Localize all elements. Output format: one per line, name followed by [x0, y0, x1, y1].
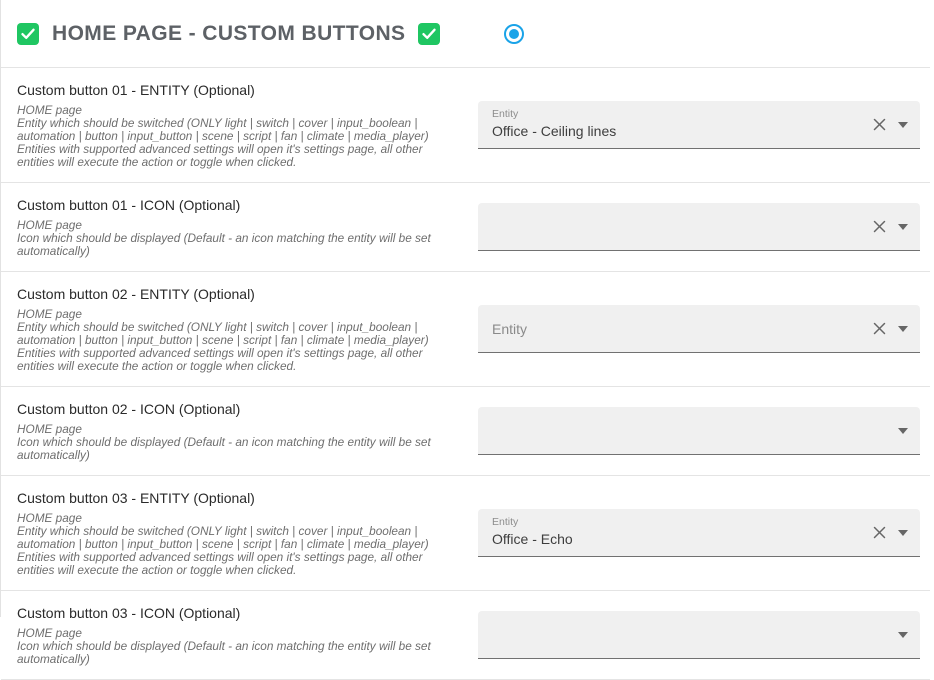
description-line: HOME page	[17, 422, 82, 436]
section-custom-button-03-entity	[1, 476, 930, 591]
description-line: Icon which should be displayed (Default - an icon matching the entity will be set automatically)	[17, 639, 431, 666]
section-info	[1, 591, 478, 679]
section-info	[1, 183, 478, 271]
page-title: HOME PAGE - CUSTOM BUTTONS	[52, 21, 406, 45]
section-custom-button-01-entity	[1, 68, 930, 183]
chevron-down-icon[interactable]	[898, 530, 908, 536]
description-line: HOME page	[17, 307, 82, 321]
description-line: Entity which should be switched (ONLY light | switch | cover | input_boolean | automation | button | input_button | scene | script | fan | climate | media_player)	[17, 320, 429, 347]
section-info	[1, 272, 478, 386]
entity-select-button-03[interactable]	[478, 509, 920, 557]
section-title: Custom button 03 - ENTITY (Optional)	[17, 490, 255, 506]
field-floating-label: Entity	[492, 516, 519, 528]
page-header	[1, 0, 930, 68]
section-field-column	[478, 101, 920, 149]
chevron-down-icon[interactable]	[898, 326, 908, 332]
field-floating-label: Entity	[492, 108, 519, 120]
section-title: Custom button 02 - ENTITY (Optional)	[17, 286, 255, 302]
section-info	[1, 387, 478, 475]
section-description	[17, 627, 460, 666]
icon-select-button-01[interactable]	[478, 203, 920, 251]
checkmark-icon	[422, 28, 436, 40]
field-icons	[871, 116, 908, 133]
chevron-down-icon[interactable]	[898, 428, 908, 434]
checkmark-icon	[21, 28, 35, 40]
clear-icon[interactable]	[871, 320, 888, 337]
clear-icon[interactable]	[871, 218, 888, 235]
description-line: Entities with supported advanced settings will open it's settings page, all other entities will execute the action or toggle when clicked.	[17, 346, 423, 373]
description-line: Icon which should be displayed (Default - an icon matching the entity will be set automatically)	[17, 435, 431, 462]
field-value: Office - Echo	[492, 531, 573, 547]
header-checkbox-left[interactable]	[17, 23, 39, 45]
description-line: Entity which should be switched (ONLY light | switch | cover | input_boolean | automation | button | input_button | scene | script | fan | climate | media_player)	[17, 524, 429, 551]
section-custom-button-03-icon	[1, 591, 930, 680]
section-custom-button-02-entity	[1, 272, 930, 387]
entity-select-button-02[interactable]	[478, 305, 920, 353]
section-field-column	[478, 305, 920, 353]
section-description	[17, 512, 460, 577]
description-line: HOME page	[17, 218, 82, 232]
section-description	[17, 219, 460, 258]
section-title: Custom button 01 - ICON (Optional)	[17, 197, 241, 213]
description-line: Entities with supported advanced settings will open it's settings page, all other entities will execute the action or toggle when clicked.	[17, 550, 423, 577]
chevron-down-icon[interactable]	[898, 632, 908, 638]
section-field-column	[478, 203, 920, 251]
section-custom-button-02-icon	[1, 387, 930, 476]
section-info	[1, 68, 478, 182]
clear-icon[interactable]	[871, 116, 888, 133]
field-value: Office - Ceiling lines	[492, 123, 617, 139]
icon-select-button-02[interactable]	[478, 407, 920, 455]
field-icons	[871, 320, 908, 337]
section-description	[17, 308, 460, 373]
field-icons	[871, 218, 908, 235]
header-radio-button[interactable]	[504, 24, 524, 44]
description-line: Entities with supported advanced settings will open it's settings page, all other entities will execute the action or toggle when clicked.	[17, 142, 423, 169]
chevron-down-icon[interactable]	[898, 224, 908, 230]
section-title: Custom button 01 - ENTITY (Optional)	[17, 82, 255, 98]
clear-icon[interactable]	[871, 524, 888, 541]
field-icons	[898, 632, 908, 638]
field-icons	[871, 524, 908, 541]
field-placeholder: Entity	[492, 320, 528, 337]
chevron-down-icon[interactable]	[898, 122, 908, 128]
header-checkbox-right[interactable]	[418, 23, 440, 45]
section-custom-button-01-icon	[1, 183, 930, 272]
entity-select-button-01[interactable]	[478, 101, 920, 149]
section-field-column	[478, 611, 920, 659]
description-line: Icon which should be displayed (Default - an icon matching the entity will be set automatically)	[17, 231, 431, 258]
radio-dot-icon	[509, 29, 519, 39]
description-line: Entity which should be switched (ONLY light | switch | cover | input_boolean | automation | button | input_button | scene | script | fan | climate | media_player)	[17, 116, 429, 143]
section-title: Custom button 02 - ICON (Optional)	[17, 401, 241, 417]
description-line: HOME page	[17, 511, 82, 525]
description-line: HOME page	[17, 103, 82, 117]
field-icons	[898, 428, 908, 434]
section-info	[1, 476, 478, 590]
section-field-column	[478, 509, 920, 557]
description-line: HOME page	[17, 626, 82, 640]
section-field-column	[478, 407, 920, 455]
icon-select-button-03[interactable]	[478, 611, 920, 659]
section-description	[17, 104, 460, 169]
section-description	[17, 423, 460, 462]
section-title: Custom button 03 - ICON (Optional)	[17, 605, 241, 621]
